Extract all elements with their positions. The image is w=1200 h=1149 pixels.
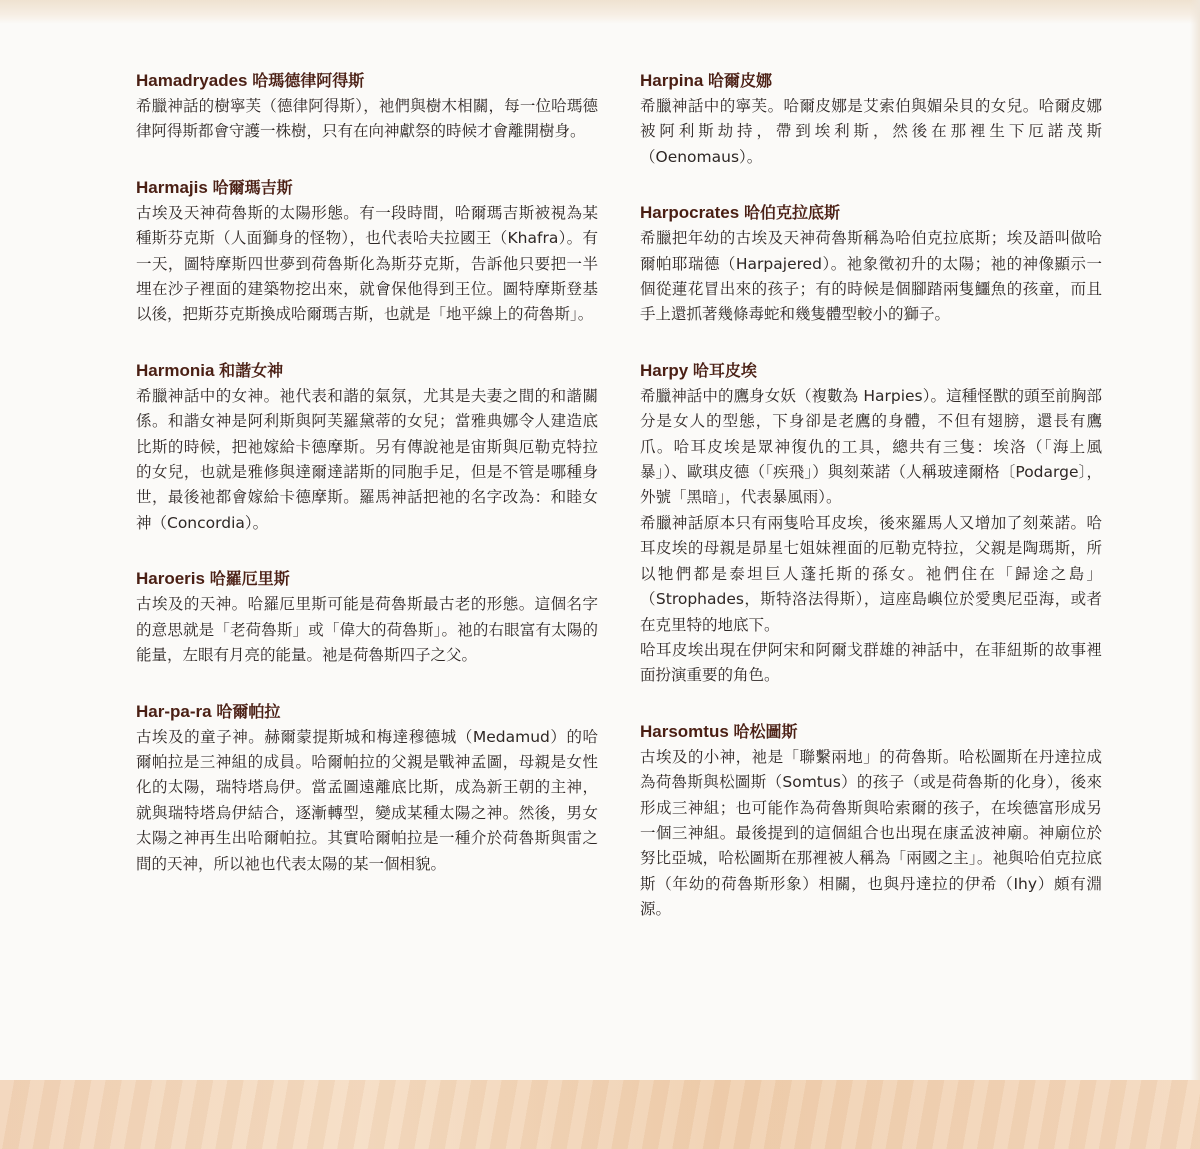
entry-text: 古埃及的小神，祂是「聯繫兩地」的荷魯斯。哈松圖斯在丹達拉成為荷魯斯與松圖斯（Somtus）的孩子（或是荷魯斯的化身），後來形成三神組；也可能作為荷魯斯與哈索爾的孩子，在埃德富形成另一個三神組。最後提到的這個組合也出現在康孟波神廟。神廟位於努比亞城，哈松圖斯在那裡被人稱為「兩國之主」。祂與哈伯克拉底斯（年幼的荷魯斯形象）相關，也與丹達拉的伊希（Ihy）頗有淵源。 [640, 747, 1102, 919]
entry-text: 希臘神話中的女神。祂代表和諧的氣氛，尤其是夫妻之間的和諧關係。和諧女神是阿利斯與阿芙羅黛蒂的女兒；當雅典娜令人建造底比斯的時候，把祂嫁給卡德摩斯。另有傳說祂是宙斯與厄勒克特拉的女兒，也就是雅修與達爾達諾斯的同胞手足，但是不管是哪種身世，最後祂都會嫁給卡德摩斯。羅馬神話把祂的名字改為：和睦女神（Concordia）。 [136, 386, 598, 532]
entry-text: 希臘神話原本只有兩隻哈耳皮埃，後來羅馬人又增加了刻萊諾。哈耳皮埃的母親是昴星七姐妹裡面的厄勒克特拉，父親是陶瑪斯，所以牠們都是泰坦巨人蓬托斯的孫女。祂們住在「歸途之島」（Strophades，斯特洛法得斯），這座島嶼位於愛奧尼亞海，或者在克里特的地底下。 [640, 513, 1102, 634]
entry-harpina [640, 70, 1102, 170]
term-latin: Harmonia [136, 360, 215, 380]
entry-text: 哈耳皮埃出現在伊阿宋和阿爾戈群雄的神話中，在菲紐斯的故事裡面扮演重要的角色。 [640, 640, 1102, 685]
entry-text: 希臘神話的樹寧芙（德律阿得斯），祂們與樹木相關，每一位哈瑪德律阿得斯都會守護一株樹，只有在向神獻祭的時候才會離開樹身。 [136, 97, 598, 141]
entry-title [640, 202, 1102, 224]
entry-text: 古埃及的天神。哈羅厄里斯可能是荷魯斯最古老的形態。這個名字的意思就是「老荷魯斯」或「偉大的荷魯斯」。祂的右眼富有太陽的能量，左眼有月亮的能量。祂是荷魯斯四子之父。 [136, 595, 598, 665]
top-paper-edge [0, 0, 1200, 24]
entry-text: 古埃及的童子神。赫爾蒙提斯城和梅達穆德城（Medamud）的哈爾帕拉是三神組的成員。哈爾帕拉的父親是戰神孟圖，母親是女性化的太陽，瑞特塔烏伊。當孟圖遠離底比斯，成為新王朝的主神，就與瑞特塔烏伊結合，逐漸轉型，變成某種太陽之神。然後，男女太陽之神再生出哈爾帕拉。其實哈爾帕拉是一種介於荷魯斯與雷之間的天神，所以祂也代表太陽的某一個相貌。 [136, 727, 598, 873]
term-latin: Har-pa-ra [136, 701, 212, 721]
entry-text: 古埃及天神荷魯斯的太陽形態。有一段時間，哈爾瑪吉斯被視為某種斯芬克斯（人面獅身的怪物），也代表哈夫拉國王（Khafra）。有一天，圖特摩斯四世夢到荷魯斯化為斯芬克斯，告訴他只要把一半埋在沙子裡面的建築物挖出來，就會保他得到王位。圖特摩斯登基以後，把斯芬克斯換成哈爾瑪吉斯，也就是「地平線上的荷魯斯」。 [136, 203, 598, 324]
right-column [640, 70, 1102, 955]
term-chinese: 哈瑪德律阿得斯 [252, 71, 365, 90]
term-chinese: 哈爾瑪吉斯 [212, 177, 293, 197]
entry-har-pa-ra [136, 701, 598, 877]
term-latin: Hamadryades [136, 71, 248, 90]
entry-title [136, 70, 598, 92]
entry-title [640, 70, 1102, 92]
entry-harmajis [136, 177, 598, 328]
term-chinese: 哈伯克拉底斯 [743, 203, 840, 223]
bottom-decorative-band [0, 1080, 1200, 1149]
left-column [136, 70, 598, 909]
entry-hamadryades [136, 70, 598, 145]
entry-title [136, 177, 598, 199]
entry-harpy [640, 360, 1102, 689]
entry-title [136, 568, 598, 590]
term-chinese: 哈松圖斯 [733, 721, 798, 741]
term-chinese: 哈耳皮埃 [692, 360, 757, 380]
entry-harpocrates [640, 202, 1102, 328]
term-chinese: 哈爾皮娜 [708, 71, 773, 90]
term-chinese: 和諧女神 [219, 360, 284, 380]
entry-title [136, 360, 598, 382]
entry-haroeris [136, 568, 598, 668]
entry-harmonia [136, 360, 598, 536]
entry-title [640, 360, 1102, 382]
term-latin: Harpocrates [640, 203, 740, 223]
entry-title [136, 701, 598, 723]
term-chinese: 哈爾帕拉 [216, 701, 281, 721]
term-latin: Harpy [640, 360, 689, 380]
term-latin: Haroeris [136, 569, 205, 589]
term-latin: Harpina [640, 71, 704, 90]
entry-text: 希臘神話中的鷹身女妖（複數為 Harpies）。這種怪獸的頭至前胸部分是女人的型態，下身卻是老鷹的身體，不但有翅膀，還長有鷹爪。哈耳皮埃是眾神復仇的工具，總共有三隻：埃洛（「海上風暴」）、歐琪皮德（「疾飛」）與刻萊諾（人稱玻達爾格〔Podarge〕，外號「黑暗」，代表暴風雨）。 [640, 386, 1102, 507]
term-latin: Harmajis [136, 177, 208, 197]
entry-title [640, 721, 1102, 743]
term-chinese: 哈羅厄里斯 [209, 569, 290, 589]
entry-harsomtus [640, 721, 1102, 923]
entry-text: 希臘神話中的寧芙。哈爾皮娜是艾索伯與媚朵貝的女兒。哈爾皮娜被阿利斯劫持，帶到埃利斯，然後在那裡生下厄諾茂斯（Oenomaus）。 [640, 97, 1102, 166]
right-paper-edge [1190, 0, 1200, 1149]
term-latin: Harsomtus [640, 721, 729, 741]
entry-text: 希臘把年幼的古埃及天神荷魯斯稱為哈伯克拉底斯；埃及語叫做哈爾帕耶瑞德（Harpajered）。祂象徵初升的太陽；祂的神像顯示一個從蓮花冒出來的孩子；有的時候是個腳踏兩隻鱷魚的孩童，而且手上還抓著幾條毒蛇和幾隻體型較小的獅子。 [640, 229, 1102, 324]
